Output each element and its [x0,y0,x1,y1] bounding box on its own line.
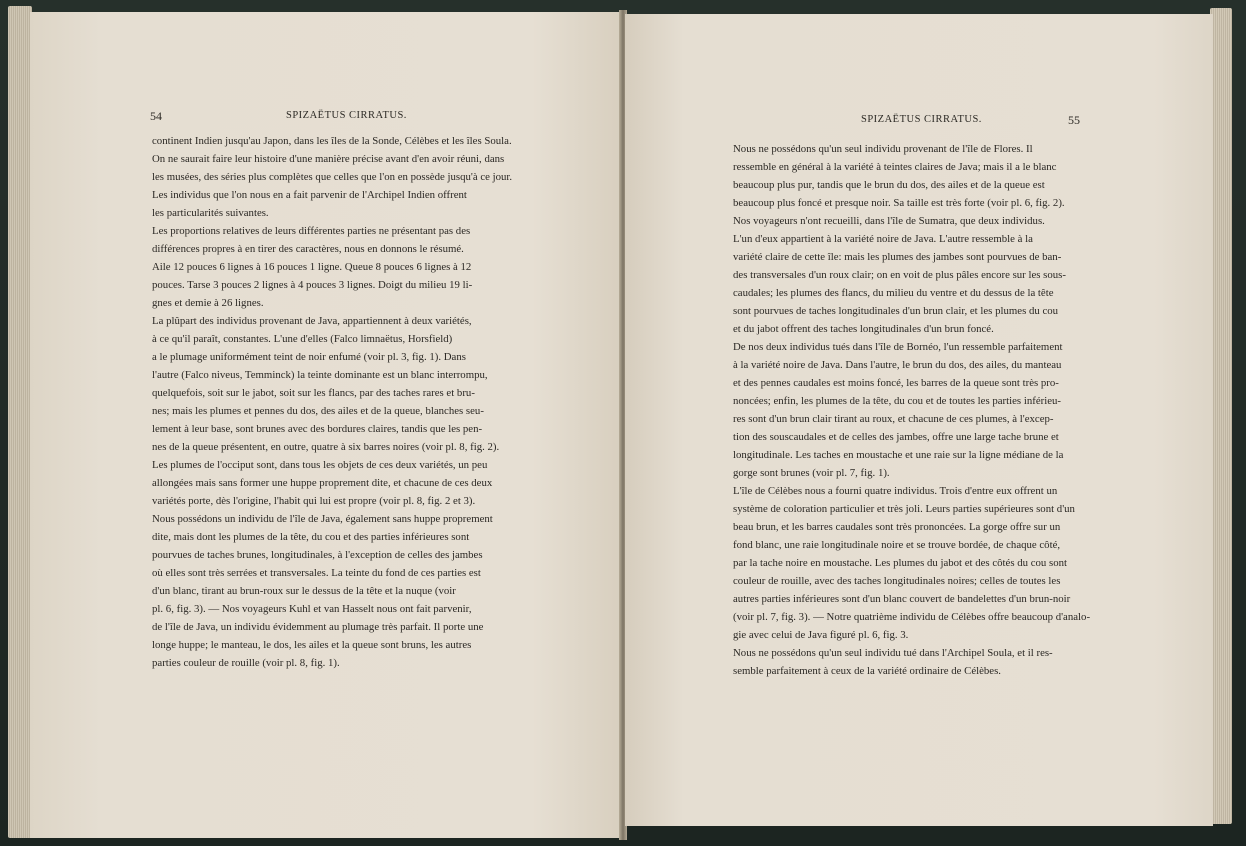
text-line: à la variété noire de Java. Dans l'autre, le brun du dos, des ailes, du manteau [733,359,1062,371]
text-line: d'un blanc, tirant au brun-roux sur le dessus de la tête et la nuque (voir [152,585,456,597]
text-line: Les individus que l'on nous en a fait parvenir de l'Archipel Indien offrent [152,189,467,201]
text-line: beaucoup plus foncé et presque noir. Sa taille est très forte (voir pl. 6, fig. 2). [733,197,1065,209]
text-line: Les proportions relatives de leurs différentes parties ne présentant pas des [152,225,471,237]
text-line: continent Indien jusqu'au Japon, dans les îles de la Sonde, Célèbes et les îles Soula. [152,135,512,147]
page-edges-left [8,6,32,838]
text-line: autres parties inférieures sont d'un blanc couvert de bandelettes d'un brun-noir [733,593,1071,605]
text-line: où elles sont très serrées et transversales. La teinte du fond de ces parties est [152,567,481,579]
text-line: tion des souscaudales et de celles des jambes, offre une large tache brune et [733,431,1059,443]
text-line: beaucoup plus pur, tandis que le brun du dos, des ailes et de la queue est [733,179,1045,191]
text-line: fond blanc, une raie longitudinale noire et se trouve bordée, de chaque côté, [733,539,1061,551]
text-line: par la tache noire en moustache. Les plumes du jabot et des côtés du cou sont [733,557,1068,569]
text-line: variété claire de cette île: mais les plumes des jambes sont pourvues de ban- [733,251,1062,263]
text-line: des transversales d'un roux clair; on en voit de plus pâles encore sur les sous- [733,269,1066,281]
left-page [30,12,621,838]
text-line: beau brun, et les barres caudales sont très prononcées. La gorge offre sur un [733,521,1061,533]
text-line: L'un d'eux appartient à la variété noire de Java. L'autre ressemble à la [733,233,1033,245]
text-line: longe huppe; le manteau, le dos, les ailes et la queue sont bruns, les autres [152,639,472,651]
page-number: 54 [150,109,162,123]
text-line: Aile 12 pouces 6 lignes à 16 pouces 1 ligne. Queue 8 pouces 6 lignes à 12 [152,261,472,273]
text-line: Nos voyageurs n'ont recueilli, dans l'île de Sumatra, que deux individus. [733,215,1045,227]
page-edges-right [1210,8,1232,824]
text-line: à ce qu'il paraît, constantes. L'une d'elles (Falco limnaëtus, Horsfield) [152,333,453,345]
text-line: res sont d'un brun clair tirant au roux, et chacune de ces plumes, à l'excep- [733,413,1054,425]
text-line: On ne saurait faire leur histoire d'une manière précise avant d'en avoir réuni, dans [152,153,505,165]
text-line: gorge sont brunes (voir pl. 7, fig. 1). [733,467,890,479]
text-line: noncées; enfin, les plumes de la tête, du cou et de toutes les parties inférieu- [733,395,1061,407]
text-line: gnes et demie à 26 lignes. [152,297,264,309]
page-number: 55 [1068,113,1080,127]
text-line: semble parfaitement à ceux de la variété ordinaire de Célèbes. [733,665,1001,677]
text-line: sont pourvues de taches longitudinales d'un brun clair, et les plumes du cou [733,305,1059,317]
text-line: allongées mais sans former une huppe proprement dite, et chacune de ces deux [152,477,493,489]
right-page [625,14,1213,826]
text-line: les particularités suivantes. [152,207,269,219]
text-line: variétés porte, dès l'origine, l'habit qui lui est propre (voir pl. 8, fig. 2 et 3). [152,495,476,507]
text-line: les musées, des séries plus complètes que celles que l'on en possède jusqu'à ce jour. [152,171,513,183]
text-line: longitudinale. Les taches en moustache et une raie sur la ligne médiane de la [733,449,1064,461]
text-line: De nos deux individus tués dans l'île de Bornéo, l'un ressemble parfaitement [733,341,1063,353]
text-line: Nous possédons un individu de l'île de Java, également sans huppe proprement [152,513,493,525]
text-line: nes de la queue présentent, en outre, quatre à six barres noires (voir pl. 8, fig. 2). [152,441,500,453]
text-line: (voir pl. 7, fig. 3). — Notre quatrième individu de Célèbes offre beaucoup d'analo- [733,611,1091,623]
running-head: SPIZAËTUS CIRRATUS. [286,110,407,121]
text-line: de l'île de Java, un individu évidemment au plumage très parfait. Il porte une [152,621,484,633]
text-line: différences propres à en tirer des caractères, nous en donnons le résumé. [152,243,464,255]
text-line: quelquefois, soit sur le jabot, soit sur les flancs, par des taches rares et bru- [152,387,475,399]
text-line: Les plumes de l'occiput sont, dans tous les objets de ces deux variétés, un peu [152,459,488,471]
text-line: et des pennes caudales est moins foncé, les barres de la queue sont très pro- [733,377,1059,389]
text-line: ressemble en général à la variété à teintes claires de Java; mais il a le blanc [733,161,1057,173]
text-block [152,132,512,672]
text-line: couleur de rouille, avec des taches longitudinales noires; celles de toutes les [733,575,1061,587]
text-line: gie avec celui de Java figuré pl. 6, fig. 3. [733,629,909,641]
running-head: SPIZAËTUS CIRRATUS. [861,114,982,125]
text-line: pourvues de taches brunes, longitudinales, à l'exception de celles des jambes [152,549,483,561]
text-line: pouces. Tarse 3 pouces 2 lignes à 4 pouces 3 lignes. Doigt du milieu 19 li- [152,279,473,291]
text-line: pl. 6, fig. 3). — Nos voyageurs Kuhl et van Hasselt nous ont fait parvenir, [152,603,472,615]
text-line: Nous ne possédons qu'un seul individu provenant de l'île de Flores. Il [733,143,1033,155]
text-block [733,140,1090,680]
text-line: La plûpart des individus provenant de Java, appartiennent à deux variétés, [152,315,472,327]
text-line: nes; mais les plumes et pennes du dos, des ailes et de la queue, blanches seu- [152,405,484,417]
text-line: et du jabot offrent des taches longitudinales d'un brun foncé. [733,323,994,335]
text-line: caudales; les plumes des flancs, du milieu du ventre et du dessus de la tête [733,287,1054,299]
text-line: l'autre (Falco niveus, Temminck) la teinte dominante est un blanc interrompu, [152,369,488,381]
text-line: parties couleur de rouille (voir pl. 8, fig. 1). [152,657,340,669]
text-line: lement à leur base, sont brunes avec des bordures claires, tandis que les pen- [152,423,483,435]
text-line: dite, mais dont les plumes de la tête, du cou et des parties inférieures sont [152,531,470,543]
text-line: Nous ne possédons qu'un seul individu tué dans l'Archipel Soula, et il res- [733,647,1053,659]
text-line: système de coloration particulier et très joli. Leurs parties supérieures sont d'un [733,503,1075,515]
text-line: a le plumage uniformément teint de noir enfumé (voir pl. 3, fig. 1). Dans [152,351,466,363]
text-line: L'île de Célèbes nous a fourni quatre individus. Trois d'entre eux offrent un [733,485,1058,497]
